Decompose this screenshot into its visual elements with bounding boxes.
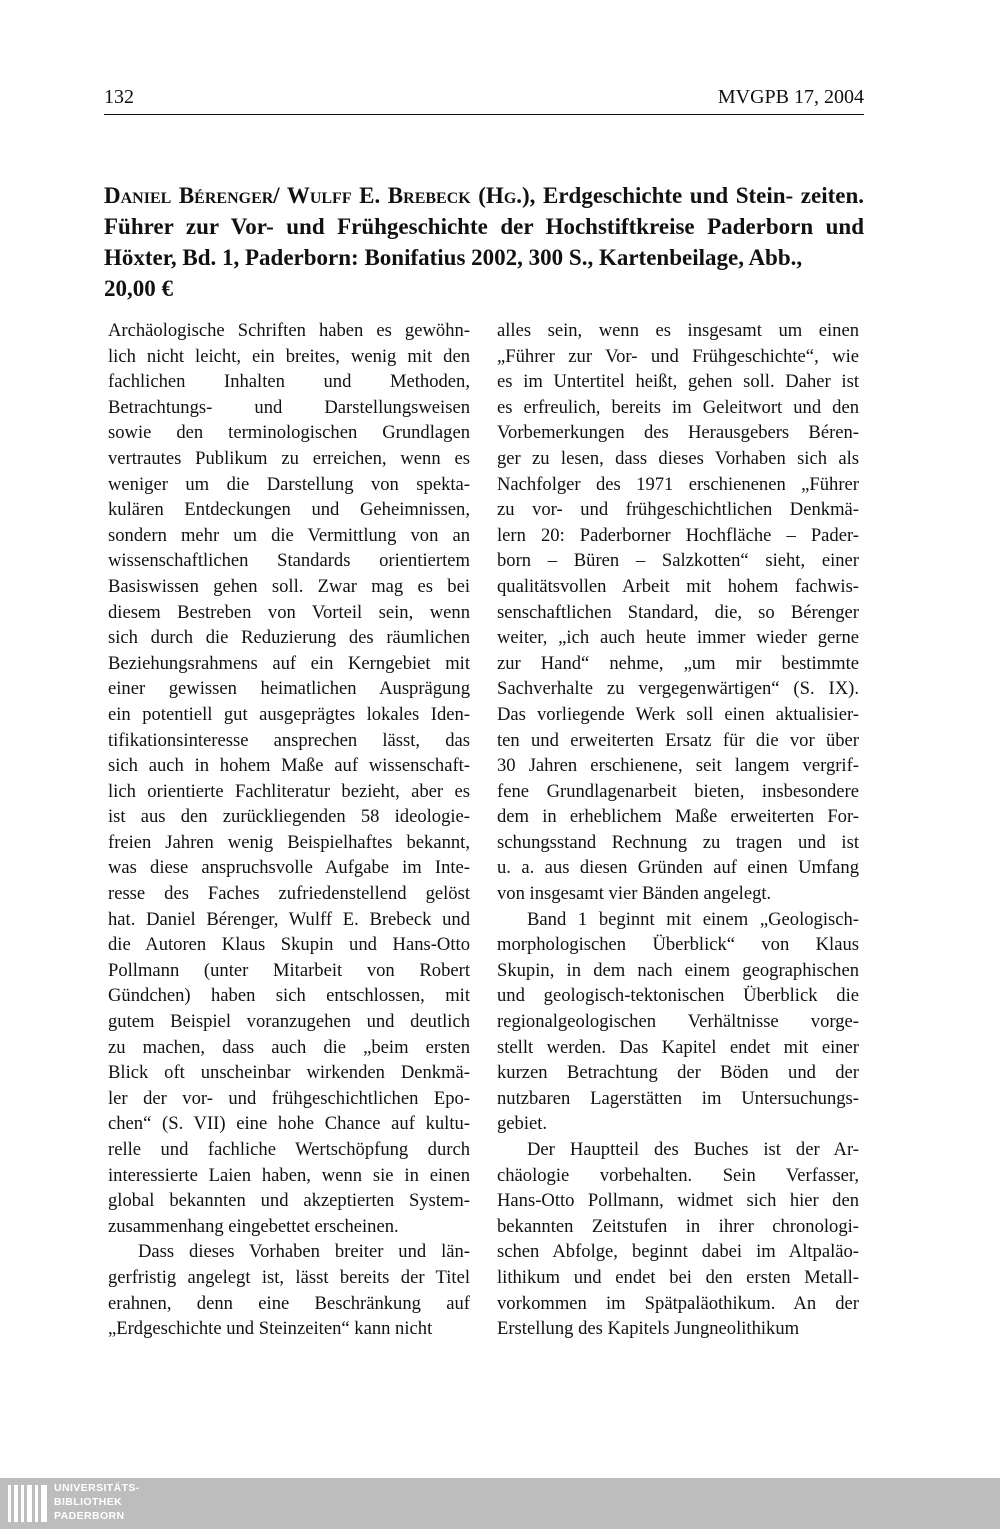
right-text-column — [497, 318, 859, 1342]
text-line: Betrachtungs- und Darstellungsweisen — [108, 396, 470, 418]
text-line: Basiswissen gehen soll. Zwar mag es bei — [108, 575, 470, 597]
text-line: sowie den terminologischen Grundlagen — [108, 422, 470, 444]
text-line: ein potentiell gut ausgeprägtes lokales Iden- — [108, 703, 470, 725]
review-price: 20,00 € — [104, 276, 173, 301]
text-line: sich durch die Reduzierung des räumlichen — [108, 627, 470, 649]
text-line: und geologisch-tektonischen Überblick die — [497, 985, 859, 1007]
text-line: schen Abfolge, beginnt dabei im Altpaläo- — [497, 1241, 859, 1263]
text-line: von insgesamt vier Bänden angelegt. — [497, 883, 772, 905]
page-number: 132 — [104, 86, 134, 108]
text-line: morphologischen Überblick“ von Klaus — [497, 934, 859, 956]
library-name-line: PADERBORN — [54, 1510, 125, 1522]
text-line: weniger um die Darstellung von spekta- — [108, 473, 470, 495]
text-line: gerfristig angelegt ist, lässt bereits der Titel — [108, 1266, 470, 1288]
text-line: ist aus den zurückliegenden 58 ideologie- — [108, 806, 470, 828]
text-line: kulären Entdeckungen und Geheimnissen, — [108, 499, 470, 521]
text-line: Nachfolger des 1971 erschienenen „Führer — [497, 473, 859, 495]
page-header — [104, 86, 864, 115]
text-line: freien Jahren wenig Beispielhaftes bekannt, — [108, 831, 470, 853]
text-line: ten und erweiterten Ersatz für die vor über — [497, 729, 859, 751]
library-name-line: BIBLIOTHEK — [54, 1496, 123, 1508]
text-line: sich auch in hohem Maße auf wissenschaft- — [108, 755, 470, 777]
text-line: chäologie vorbehalten. Sein Verfasser, — [497, 1164, 859, 1186]
text-line: Archäologische Schriften haben es gewöhn- — [108, 320, 470, 341]
library-logo — [6, 1481, 146, 1526]
text-line: einer gewissen heimatlichen Ausprägung — [108, 678, 470, 700]
text-line: diesem Bestreben von Vorteil sein, wenn — [108, 601, 470, 623]
review-authors: Daniel Bérenger/ Wulff E. Brebeck (Hg.), — [104, 183, 536, 208]
text-line: 30 Jahren erschienene, seit langem vergrif- — [497, 755, 859, 777]
review-heading — [104, 180, 864, 304]
text-line: regionalgeologischen Verhältnisse vorge- — [497, 1011, 859, 1033]
review-title-line: zeiten. Führer zur Vor- und Frühgeschichte der Hochstiftkreise Paderborn — [104, 183, 865, 239]
text-line: zusammenhang eingebettet erscheinen. — [108, 1215, 399, 1237]
text-line: bekannten Zeitstufen in ihrer chronologi- — [497, 1215, 859, 1237]
text-line: es im Untertitel heißt, gehen soll. Daher ist — [497, 371, 859, 393]
text-line: alles sein, wenn es insgesamt um einen — [497, 320, 859, 341]
library-footer — [0, 1478, 1000, 1529]
text-line: „Erdgeschichte und Steinzeiten“ kann nicht — [108, 1318, 433, 1340]
text-line: Pollmann (unter Mitarbeit von Robert — [108, 959, 470, 981]
text-line: gutem Beispiel voranzugehen und deutlich — [108, 1011, 470, 1033]
text-line: erahnen, denn eine Beschränkung auf — [108, 1292, 470, 1314]
text-line: interessierte Laien haben, wenn sie in einen — [108, 1164, 470, 1186]
library-name-line: UNIVERSITÄTS- — [54, 1482, 140, 1494]
text-line: Dass dieses Vorhaben breiter und län- — [138, 1241, 470, 1263]
text-line: fene Grundlagenarbeit bieten, insbesondere — [497, 780, 859, 802]
text-line: gebiet. — [497, 1113, 548, 1135]
text-line: kurzen Betrachtung der Böden und der — [497, 1062, 859, 1084]
text-line: Band 1 beginnt mit einem „Geologisch- — [527, 908, 859, 930]
library-barcode-logo-icon — [6, 1481, 52, 1526]
text-line: weiter, „ich auch heute immer wieder gerne — [497, 627, 859, 649]
text-line: ger zu lesen, dass dieses Vorhaben sich als — [497, 447, 859, 469]
text-line: schungsstand Rechnung zu tragen und ist — [497, 831, 859, 853]
text-line: hat. Daniel Bérenger, Wulff E. Brebeck und — [108, 908, 470, 930]
review-title-line: Erdgeschichte und Stein- — [542, 183, 794, 208]
text-line: senschaftlichen Standard, die, so Bérenger — [497, 601, 859, 623]
text-line: vorkommen im Spätpaläothikum. An der — [497, 1292, 859, 1314]
text-line: Gündchen) haben sich entschlossen, mit — [108, 985, 470, 1007]
text-line: Hans-Otto Pollmann, widmet sich hier den — [497, 1190, 859, 1212]
text-line: lern 20: Paderborner Hochfläche – Pader- — [497, 524, 859, 546]
text-line: lich orientierte Fachliteratur bezieht, aber es — [108, 780, 470, 802]
text-line: chen“ (S. VII) eine hohe Chance auf kultu- — [108, 1113, 470, 1135]
text-line: Der Hauptteil des Buches ist der Ar- — [527, 1139, 859, 1160]
running-head: MVGPB 17, 2004 — [717, 86, 864, 108]
review-title-line: und Höxter, Bd. 1, Paderborn: Bonifatius 2002, 300 S., Kartenbeilage, Abb., — [104, 214, 865, 270]
text-line: lich nicht leicht, ein breites, wenig mit den — [108, 345, 470, 367]
text-line: resse des Faches zufriedenstellend gelöst — [108, 883, 470, 905]
text-line: u. a. aus diesen Gründen auf einen Umfang — [497, 857, 859, 879]
text-line: dem in erheblichem Maße erweiterten For- — [497, 806, 859, 828]
text-line: was diese anspruchsvolle Aufgabe im Inte- — [108, 857, 470, 879]
library-name — [54, 1481, 140, 1523]
left-text-column — [108, 318, 470, 1342]
text-line: die Autoren Klaus Skupin und Hans-Otto — [108, 934, 470, 956]
text-line: ler der vor- und frühgeschichtlichen Epo- — [108, 1087, 470, 1109]
text-line: es erfreulich, bereits im Geleitwort und den — [497, 396, 859, 418]
text-line: zu vor- und frühgeschichtlichen Denkmä- — [497, 499, 859, 521]
text-line: stellt werden. Das Kapitel endet mit einer — [497, 1036, 859, 1058]
text-line: zur Hand“ nehme, „um mir bestimmte — [497, 652, 859, 674]
text-line: Beziehungsrahmens auf ein Kerngebiet mit — [108, 652, 470, 674]
text-line: sondern mehr um die Vermittlung von an — [108, 524, 470, 546]
text-line: global bekannten und akzeptierten System- — [108, 1190, 470, 1212]
text-line: lithikum und endet bei den ersten Metall- — [497, 1266, 859, 1288]
text-line: Sachverhalte zu vergegenwärtigen“ (S. IX). — [497, 678, 859, 700]
text-line: tifikationsinteresse ansprechen lässt, das — [108, 729, 470, 751]
text-line: qualitätsvollen Arbeit mit hohem fachwis- — [497, 575, 859, 597]
text-line: vertrautes Publikum zu erreichen, wenn es — [108, 447, 470, 469]
text-line: wissenschaftlichen Standards orientiertem — [108, 550, 470, 572]
text-line: Das vorliegende Werk soll einen aktualisier- — [497, 703, 859, 725]
text-line: zu machen, dass auch die „beim ersten — [108, 1036, 470, 1058]
text-line: „Führer zur Vor- und Frühgeschichte“, wie — [497, 345, 859, 367]
text-line: relle und fachliche Wertschöpfung durch — [108, 1139, 470, 1160]
text-line: Erstellung des Kapitels Jungneolithikum — [497, 1318, 800, 1340]
text-line: Skupin, in dem nach einem geographischen — [497, 959, 859, 981]
text-line: Blick oft unscheinbar wirkenden Denkmä- — [108, 1062, 470, 1084]
text-line: fachlichen Inhalten und Methoden, — [108, 371, 470, 393]
text-line: nutzbaren Lagerstätten im Untersuchungs- — [497, 1087, 859, 1109]
text-line: born – Büren – Salzkotten“ sieht, einer — [497, 550, 859, 572]
text-line: Vorbemerkungen des Herausgebers Béren- — [497, 422, 859, 444]
